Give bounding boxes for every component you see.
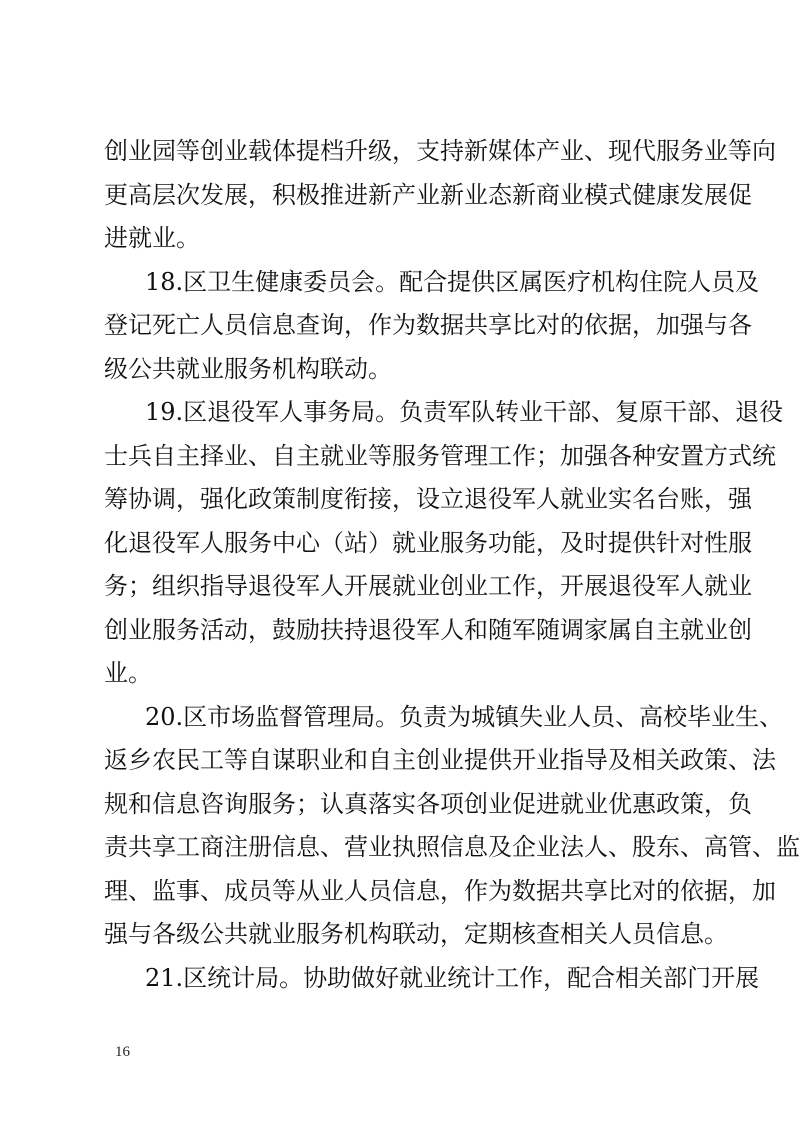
section-18-heading-line: 18.区卫生健康委员会。配合提供区属医疗机构住院人员及: [145, 268, 760, 296]
body-text-line: 理、监事、成员等从业人员信息，作为数据共享比对的依据，加: [104, 877, 776, 905]
body-text-line: 强与各级公共就业服务机构联动，定期核查相关人员信息。: [104, 920, 728, 948]
section-19-heading-line: 19.区退役军人事务局。负责军队转业干部、复原干部、退役: [145, 398, 784, 426]
body-text-line: 登记死亡人员信息查询，作为数据共享比对的依据，加强与各: [104, 311, 752, 339]
body-text-line: 士兵自主择业、自主就业等服务管理工作；加强各种安置方式统: [104, 442, 776, 470]
body-text-line: 进就业。: [104, 224, 200, 252]
body-text-line: 更高层次发展，积极推进新产业新业态新商业模式健康发展促: [104, 181, 752, 209]
section-21-heading-line: 21.区统计局。协助做好就业统计工作，配合相关部门开展: [145, 964, 760, 992]
body-text-line: 创业服务活动，鼓励扶持退役军人和随军随调家属自主就业创: [104, 616, 752, 644]
body-text-line: 创业园等创业载体提档升级，支持新媒体产业、现代服务业等向: [104, 137, 776, 165]
body-text-line: 责共享工商注册信息、营业执照信息及企业法人、股东、高管、监: [104, 833, 800, 861]
body-text-line: 规和信息咨询服务；认真落实各项创业促进就业优惠政策，负: [104, 790, 752, 818]
section-20-heading-line: 20.区市场监督管理局。负责为城镇失业人员、高校毕业生、: [145, 703, 784, 731]
body-text-line: 筹协调，强化政策制度衔接，设立退役军人就业实名台账，强: [104, 485, 752, 513]
body-text-line: 化退役军人服务中心（站）就业服务功能，及时提供针对性服: [104, 529, 752, 557]
page-number: 16: [115, 1044, 130, 1060]
body-text-line: 返乡农民工等自谋职业和自主创业提供开业指导及相关政策、法: [104, 746, 776, 774]
body-text-line: 级公共就业服务机构联动。: [104, 355, 392, 383]
body-text-line: 业。: [104, 659, 152, 687]
body-text-line: 务；组织指导退役军人开展就业创业工作，开展退役军人就业: [104, 572, 752, 600]
